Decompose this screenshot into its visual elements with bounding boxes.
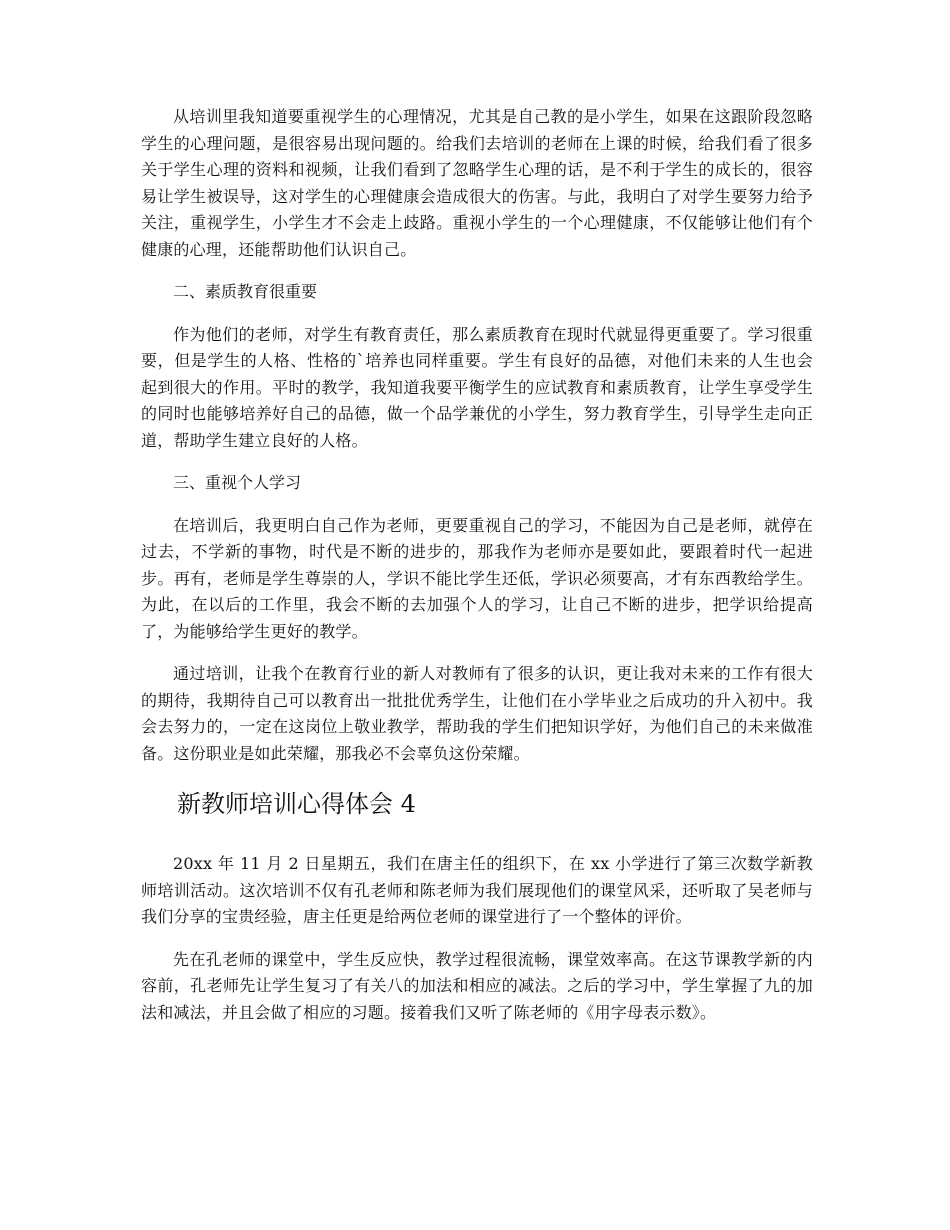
section-heading-personal-study: 三、重视个人学习 xyxy=(173,473,302,492)
paragraph-psychology: 从培训里我知道要重视学生的心理情况，尤其是自己教的是小学生，如果在这跟阶段忽略学生的心理问题，是很容易出现问题的。给我们去培训的老师在上课的时候，给我们看了很多关于学生心理的资料和视频，让我们看到了忽略学生心理的话，是不利于学生的成长的，很容易让学生被误导，这对学生的心理健康会造成很大的伤害。与此，我明白了对学生要努力给予关注，重视学生，小学生才不会走上歧路。重视小学生的一个心理健康，不仅能够让他们有个健康的心理，还能帮助他们认识自己。 xyxy=(141,107,813,259)
heading-training-reflection-4: 新教师培训心得体会 4 xyxy=(177,790,416,818)
document-body xyxy=(141,104,813,1042)
paragraph-personal-study: 在培训后，我更明白自己作为老师，更要重视自己的学习，不能因为自己是老师，就停在过去，不学新的事物，时代是不断的进步的，那我作为老师亦是要如此，要跟着时代一起进步。再有，老师是学生尊崇的人，学识不能比学生还低，学识必须要高，才有东西教给学生。为此，在以后的工作里，我会不断的去加强个人的学习，让自己不断的进步，把学识给提高了，为能够给学生更好的教学。 xyxy=(141,515,813,641)
section-heading-quality-education: 二、素质教育很重要 xyxy=(173,282,318,301)
paragraph-closing: 通过培训，让我个在教育行业的新人对教师有了很多的认识，更让我对未来的工作有很大的期待，我期待自己可以教育出一批批优秀学生，让他们在小学毕业之后成功的升入初中。我会去努力的，一定在这岗位上敬业教学，帮助我的学生们把知识学好，为他们自己的未来做准备。这份职业是如此荣耀，那我必不会辜负这份荣耀。 xyxy=(141,664,813,763)
paragraph-quality-education: 作为他们的老师，对学生有教育责任，那么素质教育在现时代就显得更重要了。学习很重要，但是学生的人格、性格的`培养也同样重要。学生有良好的品德，对他们未来的人生也会起到很大的作用。平时的教学，我知道我要平衡学生的应试教育和素质教育，让学生享受学生的同时也能够培养好自己的品德，做一个品学兼优的小学生，努力教育学生，引导学生走向正道，帮助学生建立良好的人格。 xyxy=(141,324,813,450)
paragraph-training-activity: 20xx 年 11 月 2 日星期五，我们在唐主任的组织下，在 xx 小学进行了第三次数学新教师培训活动。这次培训不仅有孔老师和陈老师为我们展现他们的课堂风采，还听取了吴老师与我们分享的宝贵经验，唐主任更是给两位老师的课堂进行了一个整体的评价。 xyxy=(141,854,813,926)
paragraph-kong-classroom: 先在孔老师的课堂中，学生反应快，教学过程很流畅，课堂效率高。在这节课教学新的内容前，孔老师先让学生复习了有关八的加法和相应的减法。之后的学习中，学生掌握了九的加法和减法，并且会做了相应的习题。接着我们又听了陈老师的《用字母表示数》。 xyxy=(141,949,813,1022)
